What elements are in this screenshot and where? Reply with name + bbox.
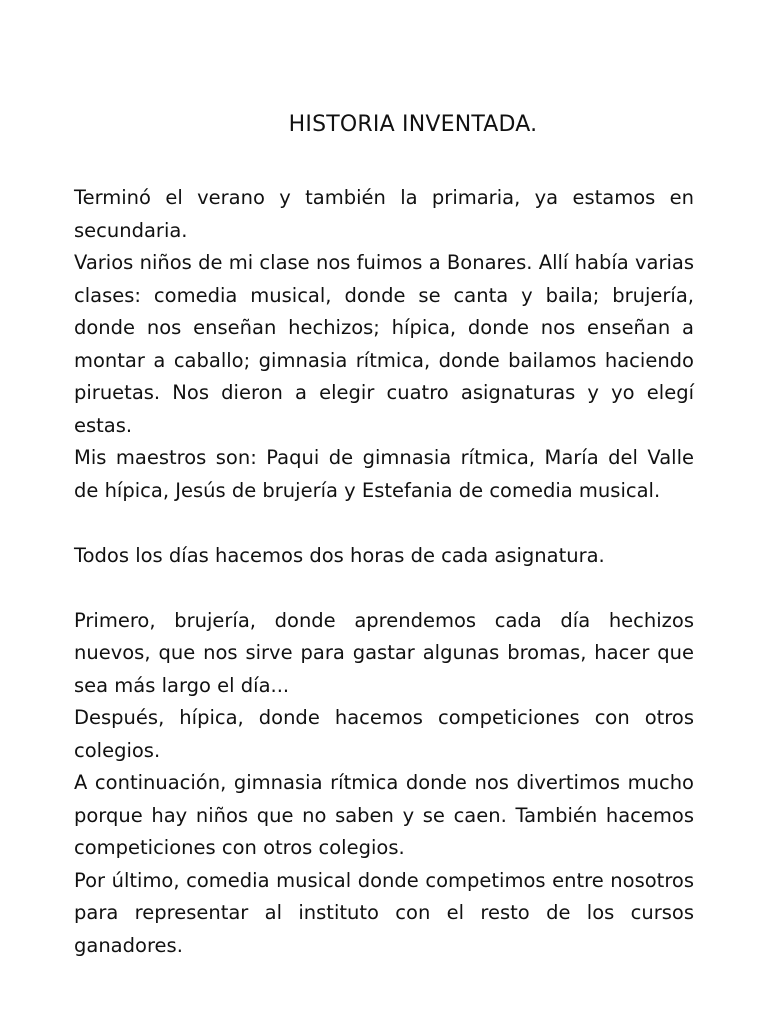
paragraph-spacer	[74, 507, 694, 540]
paragraph: A continuación, gimnasia rítmica donde nos divertimos mucho porque hay niños que no saben y se caen. También hacemos competiciones con otros colegios.	[74, 771, 694, 859]
paragraph: Mis maestros son: Paqui de gimnasia rítmica, María del Valle de hípica, Jesús de brujería y Estefania de comedia musical.	[74, 446, 694, 502]
paragraph: Después, hípica, donde hacemos competiciones con otros colegios.	[74, 706, 694, 762]
paragraph: Todos los días hacemos dos horas de cada asignatura.	[74, 543, 605, 567]
paragraph: Varios niños de mi clase nos fuimos a Bonares. Allí había varias clases: comedia musical, donde se canta y baila; brujería, donde nos enseñan hechizos; hípica, donde nos enseñan a montar a caballo; gimnasia rítmica, donde bailamos haciendo piruetas. Nos dieron a elegir cuatro asignaturas y yo elegí estas.	[74, 251, 694, 437]
paragraph: Terminó el verano y también la primaria, ya estamos en secundaria.	[74, 186, 694, 242]
document-title: HISTORIA INVENTADA.	[288, 112, 538, 137]
document-body	[74, 182, 694, 962]
paragraph: Por último, comedia musical donde competimos entre nosotros para representar al instituto con el resto de los cursos ganadores.	[74, 868, 694, 957]
paragraph: Primero, brujería, donde aprendemos cada día hechizos nuevos, que nos sirve para gastar algunas bromas, hacer que sea más largo el día...	[74, 608, 694, 697]
paragraph-spacer	[74, 572, 694, 605]
